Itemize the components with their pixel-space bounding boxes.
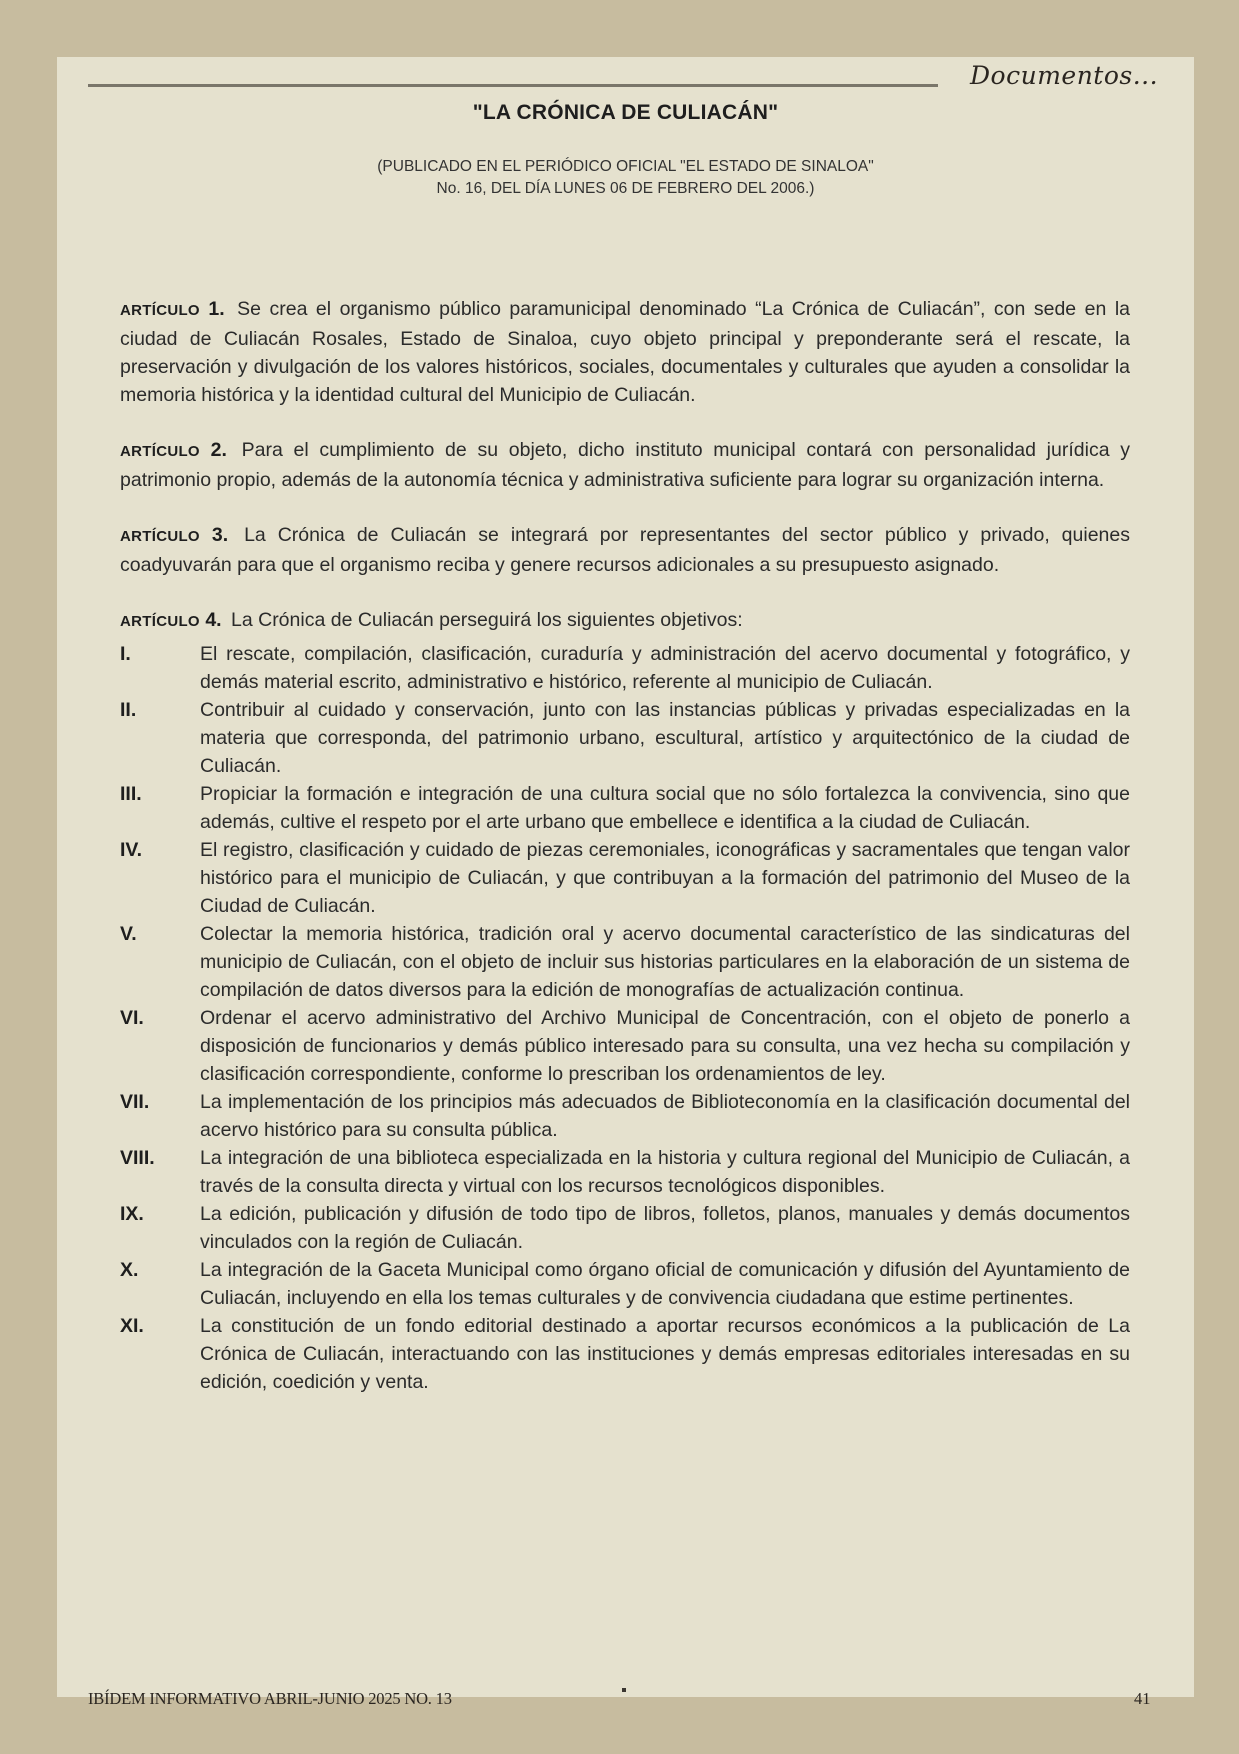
subtitle-line-1: (PUBLICADO EN EL PERIÓDICO OFICIAL "EL ESTADO DE SINALOA" <box>377 158 874 175</box>
objective-numeral: I. <box>120 643 131 665</box>
objective-item <box>120 1088 1130 1144</box>
document-body <box>120 295 1130 1396</box>
article-number: 3. <box>211 524 229 546</box>
article-text: La Crónica de Culiacán perseguirá los siguientes objetivos: <box>231 609 743 631</box>
article-1 <box>120 295 1130 409</box>
footer-publication: IBÍDEM INFORMATIVO ABRIL-JUNIO 2025 NO. 13 <box>88 1689 452 1708</box>
objective-item <box>120 780 1130 836</box>
article-number: 4. <box>205 609 222 631</box>
article-text: Para el cumplimiento de su objeto, dicho instituto municipal contará con personalidad jurídica y patrimonio propio, además de la autonomía técnica y administrativa suficiente para lograr su organización interna. <box>120 439 1131 491</box>
objective-item <box>120 836 1130 920</box>
objective-numeral: VI. <box>120 1007 144 1029</box>
article-text: La Crónica de Culiacán se integrará por representantes del sector público y privado, quienes coadyuvarán para que el organismo reciba y genere recursos adicionales a su presupuesto asignado. <box>120 524 1130 576</box>
objective-text: La integración de una biblioteca especializada en la historia y cultura regional del Municipio de Culiacán, a través de la consulta directa y virtual con los recursos tecnológicos disponibles. <box>200 1147 1130 1197</box>
objective-item <box>120 1004 1130 1088</box>
objective-numeral: VIII. <box>120 1147 155 1169</box>
subtitle-line-2: No. 16, DEL DÍA LUNES 06 DE FEBRERO DEL 2006.) <box>436 180 815 197</box>
objective-numeral: VII. <box>120 1091 150 1113</box>
section-label: Documentos... <box>970 61 1159 90</box>
objective-item <box>120 696 1130 780</box>
document-subtitle <box>57 156 1194 200</box>
objective-numeral: XI. <box>120 1315 144 1337</box>
objective-item <box>120 1256 1130 1312</box>
article-2 <box>120 436 1130 494</box>
objective-item <box>120 640 1130 696</box>
objective-text: La implementación de los principios más adecuados de Biblioteconomía en la clasificación documental del acervo histórico para su consulta pública. <box>200 1091 1130 1141</box>
article-label: ARTÍCULO <box>120 528 200 545</box>
article-label: ARTÍCULO <box>120 443 200 460</box>
objective-numeral: IV. <box>120 839 143 861</box>
article-number: 1. <box>208 298 225 320</box>
objective-item <box>120 1144 1130 1200</box>
objective-text: Contribuir al cuidado y conservación, junto con las instancias públicas y privadas especializadas en la materia que corresponda, del patrimonio urbano, escultural, artístico y arquitectónico de la ciudad de Culiacán. <box>200 699 1130 777</box>
objective-text: La edición, publicación y difusión de todo tipo de libros, folletos, planos, manuales y demás documentos vinculados con la región de Culiacán. <box>200 1203 1130 1253</box>
article-label: ARTÍCULO <box>120 302 200 319</box>
footer-mark <box>622 1688 626 1692</box>
objective-numeral: II. <box>120 699 137 721</box>
objectives-list <box>120 640 1130 1396</box>
objective-numeral: X. <box>120 1259 139 1281</box>
objective-text: Ordenar el acervo administrativo del Archivo Municipal de Concentración, con el objeto de ponerlo a disposición de funcionarios y demás público interesado para su consulta, una vez hecha su compilación y clasificación correspondiente, conforme lo prescriban los ordenamientos de ley. <box>200 1007 1130 1085</box>
objective-text: El rescate, compilación, clasificación, curaduría y administración del acervo documental y fotográfico, y demás material escrito, administrativo e histórico, referente al municipio de Culiacán. <box>200 643 1130 693</box>
objective-text: Colectar la memoria histórica, tradición oral y acervo documental característico de las sindicaturas del municipio de Culiacán, con el objeto de incluir sus historias particulares en la elaboración de un sistema de compilación de datos diversos para la edición de monografías de actualización continua. <box>200 923 1130 1001</box>
objective-text: La constitución de un fondo editorial destinado a aportar recursos económicos a la publicación de La Crónica de Culiacán, interactuando con las instituciones y demás empresas editoriales interesadas en su edición, coedición y venta. <box>200 1315 1130 1393</box>
objective-text: El registro, clasificación y cuidado de piezas ceremoniales, iconográficas y sacramentales que tengan valor histórico para el municipio de Culiacán, y que contribuyan a la formación del patrimonio del Museo de la Ciudad de Culiacán. <box>200 839 1130 917</box>
article-4 <box>120 606 1130 636</box>
objective-item <box>120 1200 1130 1256</box>
objective-numeral: IX. <box>120 1203 144 1225</box>
article-3 <box>120 521 1130 579</box>
document-page <box>57 57 1194 1697</box>
article-label: ARTÍCULO <box>120 613 200 630</box>
objective-numeral: III. <box>120 783 142 805</box>
objective-numeral: V. <box>120 923 137 945</box>
objective-item <box>120 1312 1130 1396</box>
document-title: "LA CRÓNICA DE CULIACÁN" <box>472 101 779 124</box>
objective-text: Propiciar la formación e integración de una cultura social que no sólo fortalezca la convivencia, sino que además, cultive el respeto por el arte urbano que embellece e identifica a la ciudad de Culiacán. <box>200 783 1130 833</box>
page-number: 41 <box>1134 1689 1151 1708</box>
objective-text: La integración de la Gaceta Municipal como órgano oficial de comunicación y difusión del Ayuntamiento de Culiacán, incluyendo en ella los temas culturales y de convivencia ciudadana que estime pertinentes. <box>200 1259 1130 1309</box>
article-number: 2. <box>210 439 227 461</box>
article-text: Se crea el organismo público paramunicipal denominado “La Crónica de Culiacán”, con sede en la ciudad de Culiacán Rosales, Estado de Sinaloa, cuyo objeto principal y preponderante será el rescate, la preservación y divulgación de los valores históricos, sociales, documentales y culturales que ayuden a consolidar la memoria histórica y la identidad cultural del Municipio de Culiacán. <box>120 298 1130 406</box>
header-rule <box>88 84 938 87</box>
objective-item <box>120 920 1130 1004</box>
